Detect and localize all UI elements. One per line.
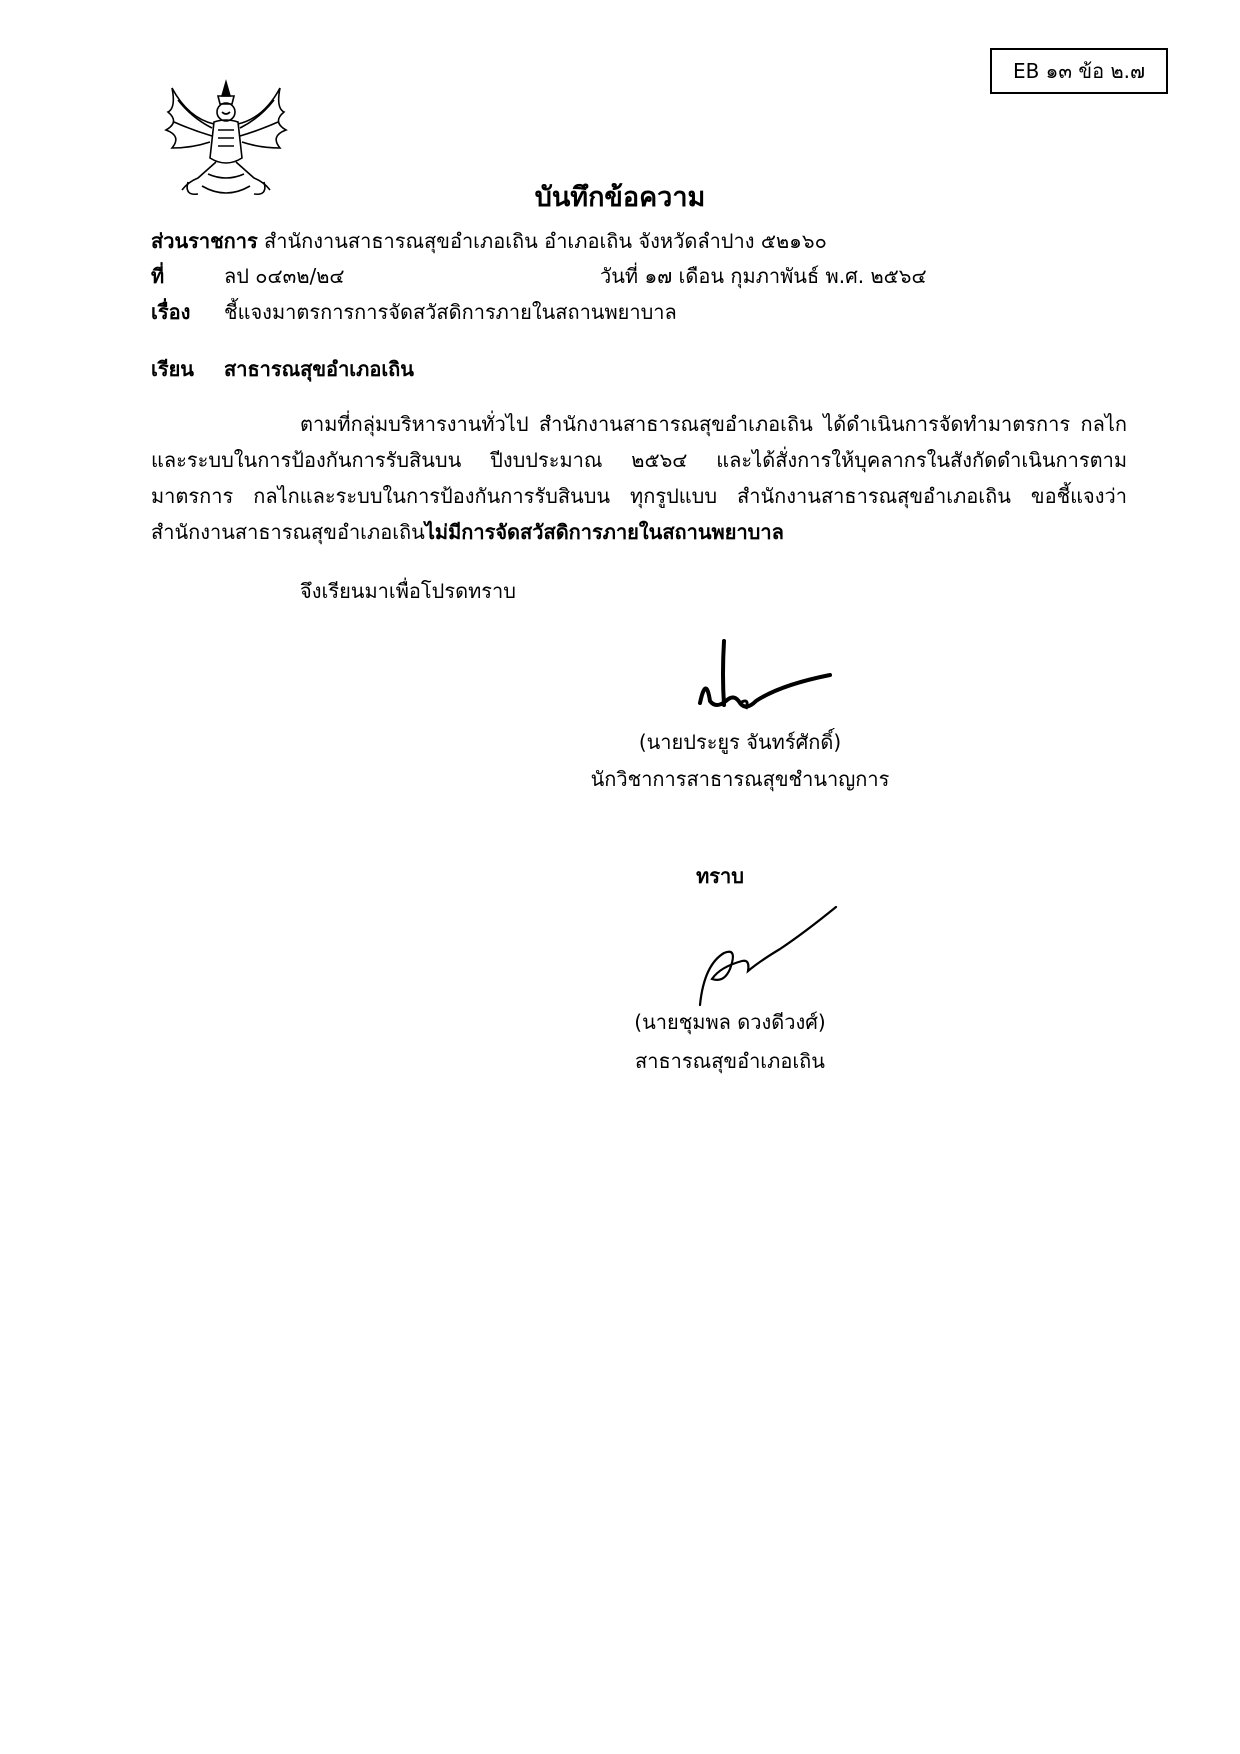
signature-2-image [690,905,840,1015]
body-line-3: มาตรการ กลไกและระบบในการป้องกันการรับสินบน ทุกรูปแบบ สำนักงานสาธารณสุขอำเภอเถิน ขอชี้แจงว่า [151,484,1127,508]
agency-label: ส่วนราชการ [151,229,258,253]
date-text: วันที่ ๑๗ เดือน กุมภาพันธ์ พ.ศ. ๒๕๖๔ [600,264,927,288]
body-line-4-bold: ไม่มีการจัดสวัสดิการภายในสถานพยาบาล [424,520,784,544]
signer-1-name: (นายประยูร จันทร์ศักดิ์) [638,730,842,754]
acknowledge-text: ทราบ [696,864,744,888]
subject-value: ชี้แจงมาตรการการจัดสวัสดิการภายในสถานพยาบาล [224,300,677,324]
agency-value: สำนักงานสาธารณสุขอำเภอเถิน อำเภอเถิน จังหวัดลำปาง ๕๒๑๖๐ [264,229,827,253]
body-line-2: และระบบในการป้องกันการรับสินบน ปีงบประมาณ ๒๕๖๔ และได้สั่งการให้บุคลากรในสังกัดดำเนินการตาม [151,448,1127,472]
salutation-label: เรียน [151,357,194,381]
body-line-4 [151,518,784,546]
reference-code: EB ๑๓ ข้อ ๒.๗ [1012,59,1146,83]
closing-text: จึงเรียนมาเพื่อโปรดทราบ [300,579,516,603]
reference-code-box [990,48,1168,94]
memo-title: บันทึกข้อความ [534,182,706,213]
ref-value: ลป ๐๔๓๒/๒๔ [224,264,345,288]
body-line-4-normal: สำนักงานสาธารณสุขอำเภอเถิน [151,520,425,544]
signer-1-position: นักวิชาการสาธารณสุขชำนาญการ [590,767,890,791]
signer-2-name: (นายชุมพล ดวงดีวงศ์) [634,1010,826,1034]
body-line-1: ตามที่กลุ่มบริหารงานทั่วไป สำนักงานสาธารณสุขอำเภอเถิน ได้ดำเนินการจัดทำมาตรการ กลไก [300,412,1127,436]
signature-1-image [680,635,840,725]
subject-label: เรื่อง [151,300,191,324]
ref-label: ที่ [151,264,165,288]
signer-2-position: สาธารณสุขอำเภอเถิน [635,1049,825,1073]
salutation-value: สาธารณสุขอำเภอเถิน [224,357,414,381]
